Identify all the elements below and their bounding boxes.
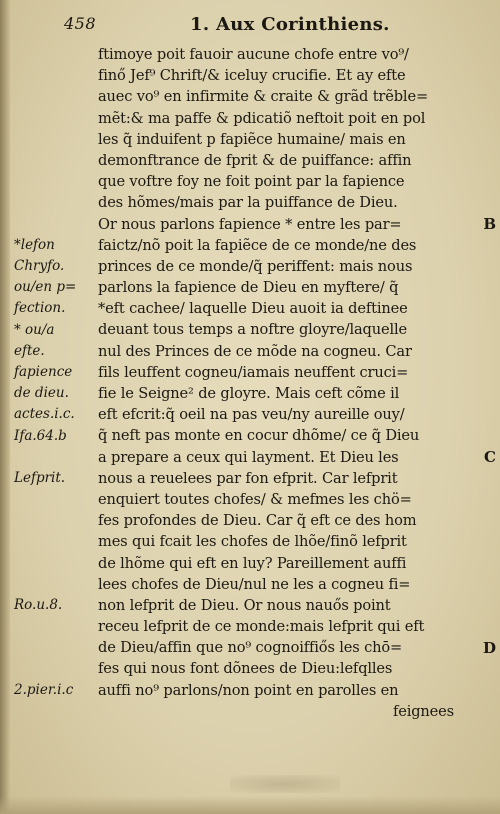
text-line: ftimoye poit fauoir aucune chofe entre vo⁹/ [98, 46, 409, 63]
margin-note: fapience [14, 364, 73, 380]
text-line: q̃ neft pas monte en cocur dhõme/ ce q̃ Dieu [98, 427, 420, 445]
margin-note: ou/en p= [14, 279, 77, 296]
text-line: lees chofes de Dieu/nul ne les a cogneu fi= [98, 575, 411, 593]
text-line: fie le Seigne² de gloyre. Mais ceft cõme il [98, 385, 400, 402]
text-line: nul des Princes de ce mõde na cogneu. Car [98, 342, 412, 360]
text-line: fils leuffent cogneu/iamais neuffent cruci= [98, 363, 409, 381]
running-title: 1. Aux Corinthiens. [190, 14, 390, 35]
text-line: a prepare a ceux qui layment. Et Dieu les [98, 448, 399, 466]
text-line: *eft cachee/ laquelle Dieu auoit ia deftinee [98, 300, 408, 318]
margin-note: *lefon [14, 236, 55, 253]
text-line: feignees [392, 702, 454, 720]
text-line: fes profondes de Dieu. Car q̃ eft ce des hom [98, 512, 417, 530]
text-line: receu lefprit de ce monde:mais lefprit qui eft [98, 618, 425, 636]
text-line: mẽt:& ma paffe & pdicatiõ neftoit poit en pol [98, 109, 426, 127]
text-line: deuant tous temps a noftre gloyre/laquelle [98, 321, 407, 339]
text-line: de lhõme qui eft en luy? Pareillement auffi [98, 554, 407, 572]
folio-number: 458 [64, 14, 97, 33]
margin-note: actes.i.c. [14, 406, 75, 423]
text-line: mes qui fcait les chofes de lhõe/finõ lefprit [98, 533, 407, 551]
ink-smudge [230, 775, 340, 793]
text-line: que voftre foy ne foit point par la fapience [98, 173, 405, 191]
margin-note: fection. [14, 300, 66, 317]
text-line: Or nous parlons fapience * entre les par= [98, 215, 402, 233]
text-line: eft efcrit:q̃ oeil na pas veu/ny aureille ouy/ [98, 406, 405, 424]
section-letter: D [482, 638, 496, 657]
margin-note: * ou/a [14, 321, 55, 338]
text-line: les q̃ induifent p fapiẽce humaine/ mais en [98, 130, 406, 148]
section-letter: C [484, 447, 496, 466]
margin-note: 2.pier.i.c [14, 682, 74, 698]
text-line: de Dieu/affin que no⁹ cognoiffiős les chō= [98, 639, 403, 657]
text-line: fes qui nous font dõnees de Dieu:lefqlles [98, 660, 393, 678]
text-line: nous a reuelees par fon efprit. Car lefprit [98, 469, 398, 487]
text-line: des hõmes/mais par la puiffance de Dieu. [98, 194, 398, 212]
text-line: finő Jef⁹ Chrift/& iceluy crucifie. Et ay efte [98, 67, 406, 85]
page-header [64, 14, 484, 40]
margin-note: efte. [14, 342, 45, 359]
margin-note: Ro.u.8. [14, 597, 63, 614]
text-line: auffi no⁹ parlons/non point en parolles en [98, 681, 399, 699]
text-line: parlons la fapience de Dieu en myftere/ q̃ [98, 279, 399, 297]
text-line: demonftrance de fprit & de puiffance: affin [98, 151, 412, 169]
text-line: faictz/nõ poit la fapiẽce de ce monde/ne des [98, 236, 417, 254]
text-line: auec vo⁹ en infirmite & craite & grãd trẽble= [98, 88, 429, 106]
text-line: non lefprit de Dieu. Or nous nauős point [98, 596, 391, 614]
page-gutter-shadow [0, 0, 10, 814]
margin-note: Ifa.64.b [14, 427, 67, 444]
text-line: enquiert toutes chofes/ & mefmes les chö= [98, 490, 412, 508]
body-text [98, 44, 470, 722]
margin-note: Lefprit. [14, 470, 66, 486]
margin-note: de dieu. [14, 385, 69, 402]
page-bottom-shadow [0, 796, 500, 814]
margin-note: Chryfo. [14, 258, 65, 274]
section-letter: B [483, 214, 496, 233]
text-line: princes de ce monde/q̃ periffent: mais nous [98, 257, 413, 275]
